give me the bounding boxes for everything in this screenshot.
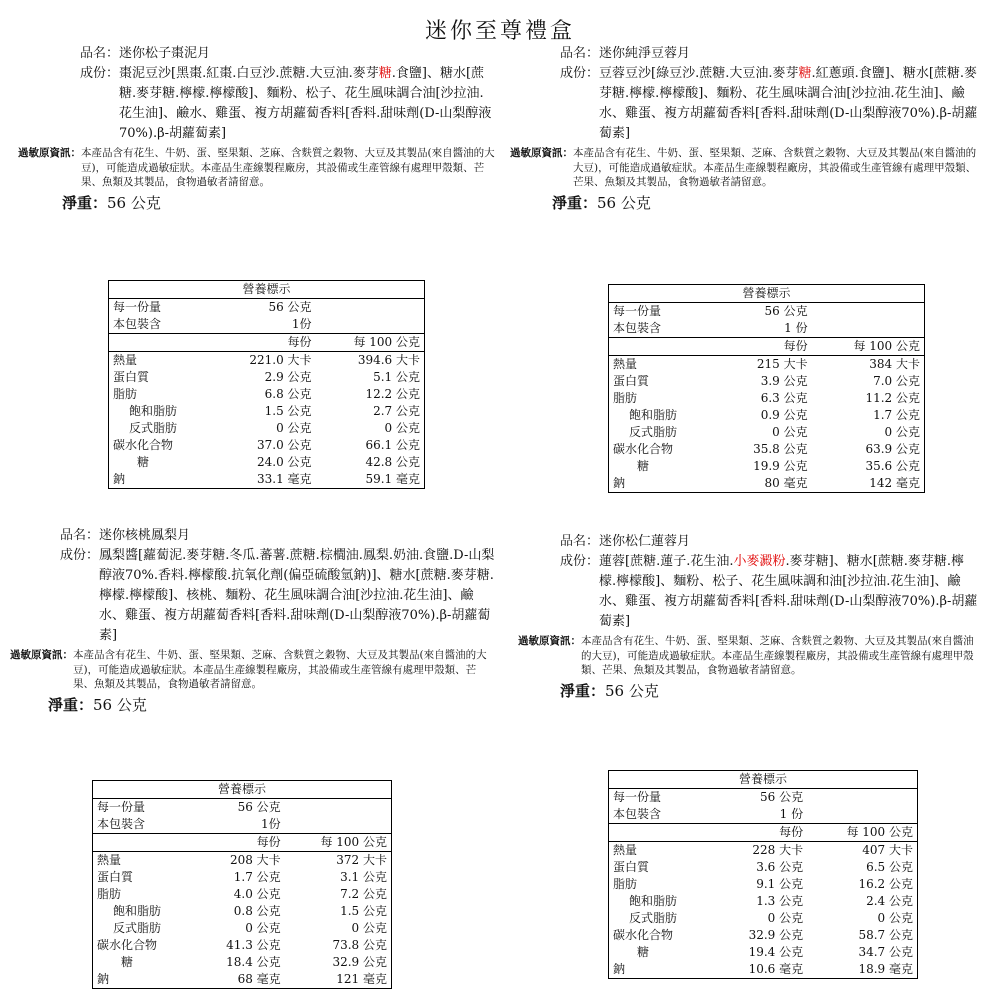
sat-per-100g: 1.5 公克 — [340, 904, 387, 918]
serving-size: 56 公克 — [268, 300, 312, 314]
product-mung-bean — [510, 44, 980, 213]
servings-label: 本包裝含 — [609, 320, 718, 338]
allergy-row — [18, 146, 495, 190]
row-label-sodium: 鈉 — [97, 972, 110, 986]
servings-label: 本包裝含 — [609, 806, 716, 824]
row-label-protein: 蛋白質 — [613, 860, 650, 874]
ingredients-row — [40, 64, 495, 144]
protein-per-100g: 3.1 公克 — [340, 870, 387, 884]
ingredients-text: 豆蓉豆沙[綠豆沙.蔗糖.大豆油.麥芽糖.紅蔥頭.食鹽]、糖水[蔗糖.麥芽糖.檸檬.檸檬酸]、麵粉、花生風味調合油[沙拉油.花生油]、鹼水、雞蛋、複方胡蘿蔔香料[香料.甜味劑(D-山梨醇液70%).β-胡蘿蔔素] — [599, 66, 978, 141]
row-label-trans: 反式脂肪 — [113, 921, 162, 935]
ingredients-label: 成份： — [60, 548, 100, 563]
protein-per-serving: 1.7 公克 — [233, 870, 281, 884]
carb-per-100g: 63.9 公克 — [865, 442, 920, 456]
sodium-per-serving: 10.6 毫克 — [748, 962, 804, 976]
kcal-per-serving: 228 大卡 — [752, 843, 804, 857]
row-label-protein: 蛋白質 — [97, 870, 134, 884]
ingredients-text: 棗泥豆沙[黑棗.紅棗.白豆沙.蔗糖.大豆油.麥芽糖.食鹽]、糖水[蔗糖.麥芽糖.檸檬.檸檬酸]、麵粉、松子、花生風味調合油[沙拉油.花生油]、鹼水、雞蛋、複方胡蘿蔔香料[香料.甜味劑(D-山梨醇液70%).β-胡蘿蔔素] — [119, 66, 492, 141]
col-per-100g: 每 100 公克 — [812, 338, 925, 356]
row-label-kcal: 熱量 — [97, 853, 122, 867]
allergy-label: 過敏原資訊： — [18, 147, 81, 159]
protein-per-serving: 3.9 公克 — [760, 374, 808, 388]
allergy-row — [10, 648, 495, 692]
servings-label: 本包裝含 — [109, 316, 214, 334]
kcal-per-serving: 221.0 大卡 — [249, 353, 312, 367]
row-label-sugar: 糖 — [637, 459, 650, 473]
serving-size-label: 每一份量 — [613, 790, 662, 804]
row-label-carb: 碳水化合物 — [113, 438, 174, 452]
kcal-per-100g: 407 大卡 — [862, 843, 913, 857]
servings: 1 份 — [715, 806, 807, 824]
sugar-per-100g: 35.6 公克 — [865, 459, 920, 473]
sodium-per-serving: 33.1 毫克 — [257, 472, 312, 486]
protein-per-100g: 6.5 公克 — [866, 860, 913, 874]
sat-per-100g: 1.7 公克 — [873, 408, 920, 422]
row-label-fat: 脂肪 — [113, 387, 138, 401]
sodium-per-100g: 59.1 毫克 — [365, 472, 420, 486]
net-weight: 56 公克 — [605, 681, 659, 700]
trans-per-100g: 0 公克 — [877, 911, 913, 925]
fat-per-serving: 9.1 公克 — [756, 877, 804, 891]
row-label-sugar: 糖 — [637, 945, 650, 959]
sodium-per-100g: 142 毫克 — [869, 476, 920, 490]
product-name-row — [40, 526, 495, 546]
trans-per-100g: 0 公克 — [884, 425, 920, 439]
net-label: 淨重： — [560, 681, 606, 700]
row-label-kcal: 熱量 — [113, 353, 138, 367]
trans-per-100g: 0 公克 — [384, 421, 420, 435]
serving-size-label: 每一份量 — [97, 800, 146, 814]
sugar-per-100g: 42.8 公克 — [365, 455, 420, 469]
carb-per-serving: 35.8 公克 — [753, 442, 808, 456]
servings: 1份 — [214, 316, 316, 334]
kcal-per-serving: 215 大卡 — [756, 357, 808, 371]
kcal-per-100g: 372 大卡 — [336, 853, 387, 867]
nutrition-title: 營養標示 — [609, 771, 918, 789]
row-label-sat: 飽和脂肪 — [629, 408, 678, 422]
sugar-per-100g: 34.7 公克 — [858, 945, 913, 959]
nutrition-table — [108, 280, 425, 489]
sodium-per-100g: 18.9 毫克 — [858, 962, 913, 976]
allergy-label: 過敏原資訊： — [510, 147, 573, 159]
carb-per-serving: 41.3 公克 — [226, 938, 281, 952]
servings-label: 本包裝含 — [93, 816, 196, 834]
ingredients-label: 成份： — [560, 554, 600, 569]
kcal-per-100g: 394.6 大卡 — [357, 353, 420, 367]
highlight-ingredient: 小麥澱粉 — [733, 554, 786, 569]
sodium-per-serving: 80 毫克 — [764, 476, 808, 490]
row-label-trans: 反式脂肪 — [629, 911, 678, 925]
sugar-per-100g: 32.9 公克 — [332, 955, 387, 969]
allergy-text: 本產品含有花生、牛奶、蛋、堅果類、芝麻、含麩質之穀物、大豆及其製品(來自醬油的大豆)，可能造成過敏症狀。本產品生產線製程廠房，其設備或生產管線有處理甲殼類、芒果、魚類及其製品，食物過敏者請留意。 — [573, 147, 977, 188]
allergy-text: 本產品含有花生、牛奶、蛋、堅果類、芝麻、含麩質之穀物、大豆及其製品(來自醬油的大豆)，可能造成過敏症狀。本產品生產線製程廠房，其設備或生產管線有處理甲殼類、芒果、魚類及其製品，食物過敏者請留意。 — [581, 635, 974, 676]
trans-per-serving: 0 公克 — [772, 425, 808, 439]
col-per-serving: 每份 — [715, 824, 807, 842]
sodium-per-100g: 121 毫克 — [336, 972, 387, 986]
fat-per-100g: 12.2 公克 — [365, 387, 420, 401]
row-label-sugar: 糖 — [137, 455, 150, 469]
product-name: 迷你松仁蓮蓉月 — [599, 534, 691, 549]
name-label: 品名： — [560, 46, 600, 61]
row-label-protein: 蛋白質 — [113, 370, 150, 384]
product-pine-nut-lotus — [518, 532, 980, 701]
net-weight-row — [40, 695, 495, 715]
sugar-per-serving: 19.9 公克 — [753, 459, 808, 473]
nutrition-table — [608, 284, 925, 493]
row-label-carb: 碳水化合物 — [97, 938, 158, 952]
row-label-sodium: 鈉 — [113, 472, 126, 486]
row-label-kcal: 熱量 — [613, 357, 638, 371]
sugar-per-serving: 19.4 公克 — [748, 945, 804, 959]
name-label: 品名： — [560, 534, 600, 549]
net-weight: 56 公克 — [93, 695, 147, 714]
col-per-100g: 每 100 公克 — [316, 334, 425, 352]
sat-per-serving: 0.9 公克 — [760, 408, 808, 422]
fat-per-serving: 6.8 公克 — [264, 387, 312, 401]
ingredients-label: 成份： — [560, 66, 600, 81]
row-label-fat: 脂肪 — [613, 391, 638, 405]
ingredients-row — [540, 64, 980, 144]
ingredients-label: 成份： — [80, 66, 120, 81]
sat-per-100g: 2.4 公克 — [866, 894, 913, 908]
carb-per-100g: 73.8 公克 — [332, 938, 387, 952]
net-label: 淨重： — [552, 193, 598, 212]
kcal-per-100g: 384 大卡 — [869, 357, 920, 371]
row-label-sat: 飽和脂肪 — [129, 404, 178, 418]
nutrition-title: 營養標示 — [609, 285, 925, 303]
net-label: 淨重： — [48, 695, 94, 714]
col-per-serving: 每份 — [214, 334, 316, 352]
allergy-text: 本產品含有花生、牛奶、蛋、堅果類、芝麻、含麩質之穀物、大豆及其製品(來自醬油的大豆)，可能造成過敏症狀。本產品生產線製程廠房，其設備或生產管線有處理甲殼類、芒果、魚類及其製品，食物過敏者請留意。 — [73, 649, 487, 690]
product-pine-nut-date — [18, 44, 495, 213]
fat-per-serving: 4.0 公克 — [233, 887, 281, 901]
sugar-per-serving: 24.0 公克 — [257, 455, 312, 469]
trans-per-serving: 0 公克 — [767, 911, 804, 925]
trans-per-100g: 0 公克 — [351, 921, 387, 935]
serving-size: 56 公克 — [237, 800, 281, 814]
ingredients-text: 鳳梨醬[蘿蔔泥.麥芽糖.冬瓜.蕃薯.蔗糖.棕櫚油.鳳梨.奶油.食鹽.D-山梨醇液70%.香料.檸檬酸.抗氧化劑(偏亞硫酸氫鈉)]、糖水[蔗糖.麥芽糖.檸檬.檸檬酸]、核桃、麵粉、花生風味調合油[沙拉油.花生油]、鹼水、雞蛋、複方胡蘿蔔香料[香料.甜味劑(D-山梨醇液70%).β-胡蘿蔔素] — [99, 548, 495, 643]
col-per-serving: 每份 — [718, 338, 812, 356]
sat-per-serving: 0.8 公克 — [233, 904, 281, 918]
product-name-row — [540, 44, 980, 64]
nutrition-title: 營養標示 — [109, 281, 425, 299]
row-label-sat: 飽和脂肪 — [113, 904, 162, 918]
allergy-label: 過敏原資訊： — [518, 635, 581, 647]
name-label: 品名： — [80, 46, 120, 61]
product-name: 迷你松子棗泥月 — [119, 46, 211, 61]
row-label-trans: 反式脂肪 — [129, 421, 178, 435]
sat-per-100g: 2.7 公克 — [373, 404, 420, 418]
nutrition-title: 營養標示 — [93, 781, 392, 799]
sat-per-serving: 1.5 公克 — [264, 404, 312, 418]
carb-per-serving: 32.9 公克 — [748, 928, 804, 942]
sat-per-serving: 1.3 公克 — [756, 894, 804, 908]
serving-size-label: 每一份量 — [613, 304, 662, 318]
protein-per-100g: 5.1 公克 — [373, 370, 420, 384]
servings: 1份 — [196, 816, 285, 834]
protein-per-100g: 7.0 公克 — [873, 374, 920, 388]
product-name-row — [540, 532, 980, 552]
trans-per-serving: 0 公克 — [245, 921, 281, 935]
name-label: 品名： — [60, 528, 100, 543]
protein-per-serving: 2.9 公克 — [264, 370, 312, 384]
document-title: 迷你至尊禮盒 — [424, 19, 575, 44]
net-weight: 56 公克 — [597, 193, 651, 212]
sodium-per-serving: 68 毫克 — [237, 972, 281, 986]
ingredients-row — [40, 546, 495, 646]
allergy-row — [518, 634, 980, 678]
allergy-row — [510, 146, 980, 190]
row-label-sodium: 鈉 — [613, 962, 626, 976]
carb-per-100g: 66.1 公克 — [365, 438, 420, 452]
net-weight-row — [540, 193, 980, 213]
net-label: 淨重： — [62, 193, 108, 212]
row-label-protein: 蛋白質 — [613, 374, 650, 388]
product-name: 迷你純淨豆蓉月 — [599, 46, 691, 61]
serving-size: 56 公克 — [760, 790, 804, 804]
highlight-ingredient: 糖 — [798, 66, 812, 81]
row-label-fat: 脂肪 — [613, 877, 638, 891]
highlight-ingredient: 糖 — [378, 66, 392, 81]
fat-per-100g: 7.2 公克 — [340, 887, 387, 901]
sugar-per-serving: 18.4 公克 — [226, 955, 281, 969]
net-weight-row — [40, 193, 495, 213]
carb-per-100g: 58.7 公克 — [858, 928, 913, 942]
row-label-trans: 反式脂肪 — [629, 425, 678, 439]
product-name-row — [40, 44, 495, 64]
nutrition-table — [608, 770, 918, 979]
col-per-100g: 每 100 公克 — [807, 824, 917, 842]
fat-per-100g: 11.2 公克 — [865, 391, 920, 405]
net-weight-row — [540, 681, 980, 701]
ingredients-text: 蓮蓉[蔗糖.蓮子.花生油.小麥澱粉.麥芽糖]、糖水[蔗糖.麥芽糖.檸檬.檸檬酸]、麵粉、松子、花生風味調和油[沙拉油.花生油]、鹼水、雞蛋、複方胡蘿蔔香料[香料.甜味劑(D-山梨醇液70%).β-胡蘿蔔素] — [599, 554, 978, 629]
product-name: 迷你核桃鳳梨月 — [99, 528, 191, 543]
ingredients-row — [540, 552, 980, 632]
protein-per-serving: 3.6 公克 — [756, 860, 804, 874]
fat-per-100g: 16.2 公克 — [858, 877, 913, 891]
net-weight: 56 公克 — [107, 193, 161, 212]
kcal-per-serving: 208 大卡 — [229, 853, 281, 867]
allergy-label: 過敏原資訊： — [10, 649, 73, 661]
row-label-sat: 飽和脂肪 — [629, 894, 678, 908]
servings: 1 份 — [718, 320, 812, 338]
trans-per-serving: 0 公克 — [276, 421, 312, 435]
row-label-sodium: 鈉 — [613, 476, 626, 490]
carb-per-serving: 37.0 公克 — [257, 438, 312, 452]
row-label-fat: 脂肪 — [97, 887, 122, 901]
product-walnut-pineapple — [10, 526, 495, 715]
col-per-100g: 每 100 公克 — [285, 834, 392, 852]
fat-per-serving: 6.3 公克 — [760, 391, 808, 405]
col-per-serving: 每份 — [196, 834, 285, 852]
row-label-carb: 碳水化合物 — [613, 928, 674, 942]
serving-size: 56 公克 — [764, 304, 808, 318]
nutrition-table — [92, 780, 392, 989]
row-label-sugar: 糖 — [121, 955, 134, 969]
row-label-kcal: 熱量 — [613, 843, 638, 857]
allergy-text: 本產品含有花生、牛奶、蛋、堅果類、芝麻、含麩質之穀物、大豆及其製品(來自醬油的大豆)，可能造成過敏症狀。本產品生產線製程廠房，其設備或生產管線有處理甲殼類、芒果、魚類及其製品，食物過敏者請留意。 — [81, 147, 495, 188]
row-label-carb: 碳水化合物 — [613, 442, 674, 456]
serving-size-label: 每一份量 — [113, 300, 162, 314]
